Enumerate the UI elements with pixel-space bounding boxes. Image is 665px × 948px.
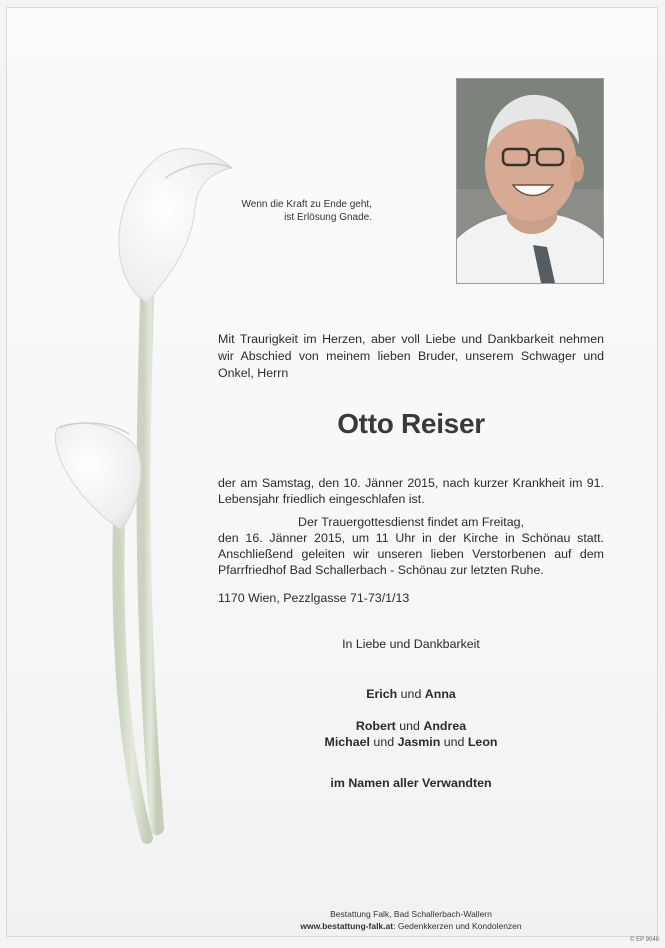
mourner-name: Robert [355,719,396,733]
mourners-row-4: im Namen aller Verwandten [330,776,492,790]
service-details: den 16. Jänner 2015, um 11 Uhr in der Kirche in Schönau statt. Anschließend geleiten wir unseren lieben Verstorbenen auf dem Pfarrfriedhof Bad Schallerbach - Schönau zur letzten Ruhe. [218,531,604,577]
mourner-name: Jasmin [397,735,441,749]
mourner-name: Anna [424,687,456,701]
closing-line: In Liebe und Dankbarkeit [342,637,480,651]
conjunction: und [400,687,422,701]
website-line [218,920,604,932]
service-line-1: Der Trauergottesdienst findet am Freitag, [298,515,524,529]
conjunction: und [399,719,420,733]
mourner-name: Erich [366,687,398,701]
portrait-image [457,79,603,283]
obituary-card [6,7,658,937]
intro-text: Mit Traurigkeit im Herzen, aber voll Liebe und Dankbarkeit nehmen wir Abschied von meinem lieben Bruder, unserem Schwager und Onkel, Herrn [218,332,604,380]
mourners-row-2 [218,718,604,734]
service-info [218,514,604,578]
mourners-row-3 [218,734,604,750]
website-line-text: : Gedenkkerzen und Kondolenzen [393,921,522,931]
footer [218,908,604,932]
death-notice: der am Samstag, den 10. Jänner 2015, nach kurzer Krankheit im 91. Lebensjahr friedlich eingeschlafen ist. [218,476,604,506]
mourners-row-1 [218,686,604,702]
quote-line-1: Wenn die Kraft zu Ende geht, [241,199,372,210]
portrait-photo [456,78,604,284]
website-link[interactable]: www.bestattung-falk.at [300,921,394,931]
funeral-home-line: Bestattung Falk, Bad Schallerbach-Wallern [330,909,492,919]
conjunction: und [373,735,395,749]
quote-line-2: ist Erlösung Gnade. [284,212,372,223]
quote [212,198,372,224]
mourner-name: Andrea [423,719,467,733]
print-code: © EP 9048 [630,937,659,943]
mourner-name: Leon [467,735,498,749]
deceased-name: Otto Reiser [337,408,485,439]
conjunction: und [443,735,465,749]
address: 1170 Wien, Pezzlgasse 71-73/1/13 [218,591,410,605]
mourner-name: Michael [324,735,370,749]
